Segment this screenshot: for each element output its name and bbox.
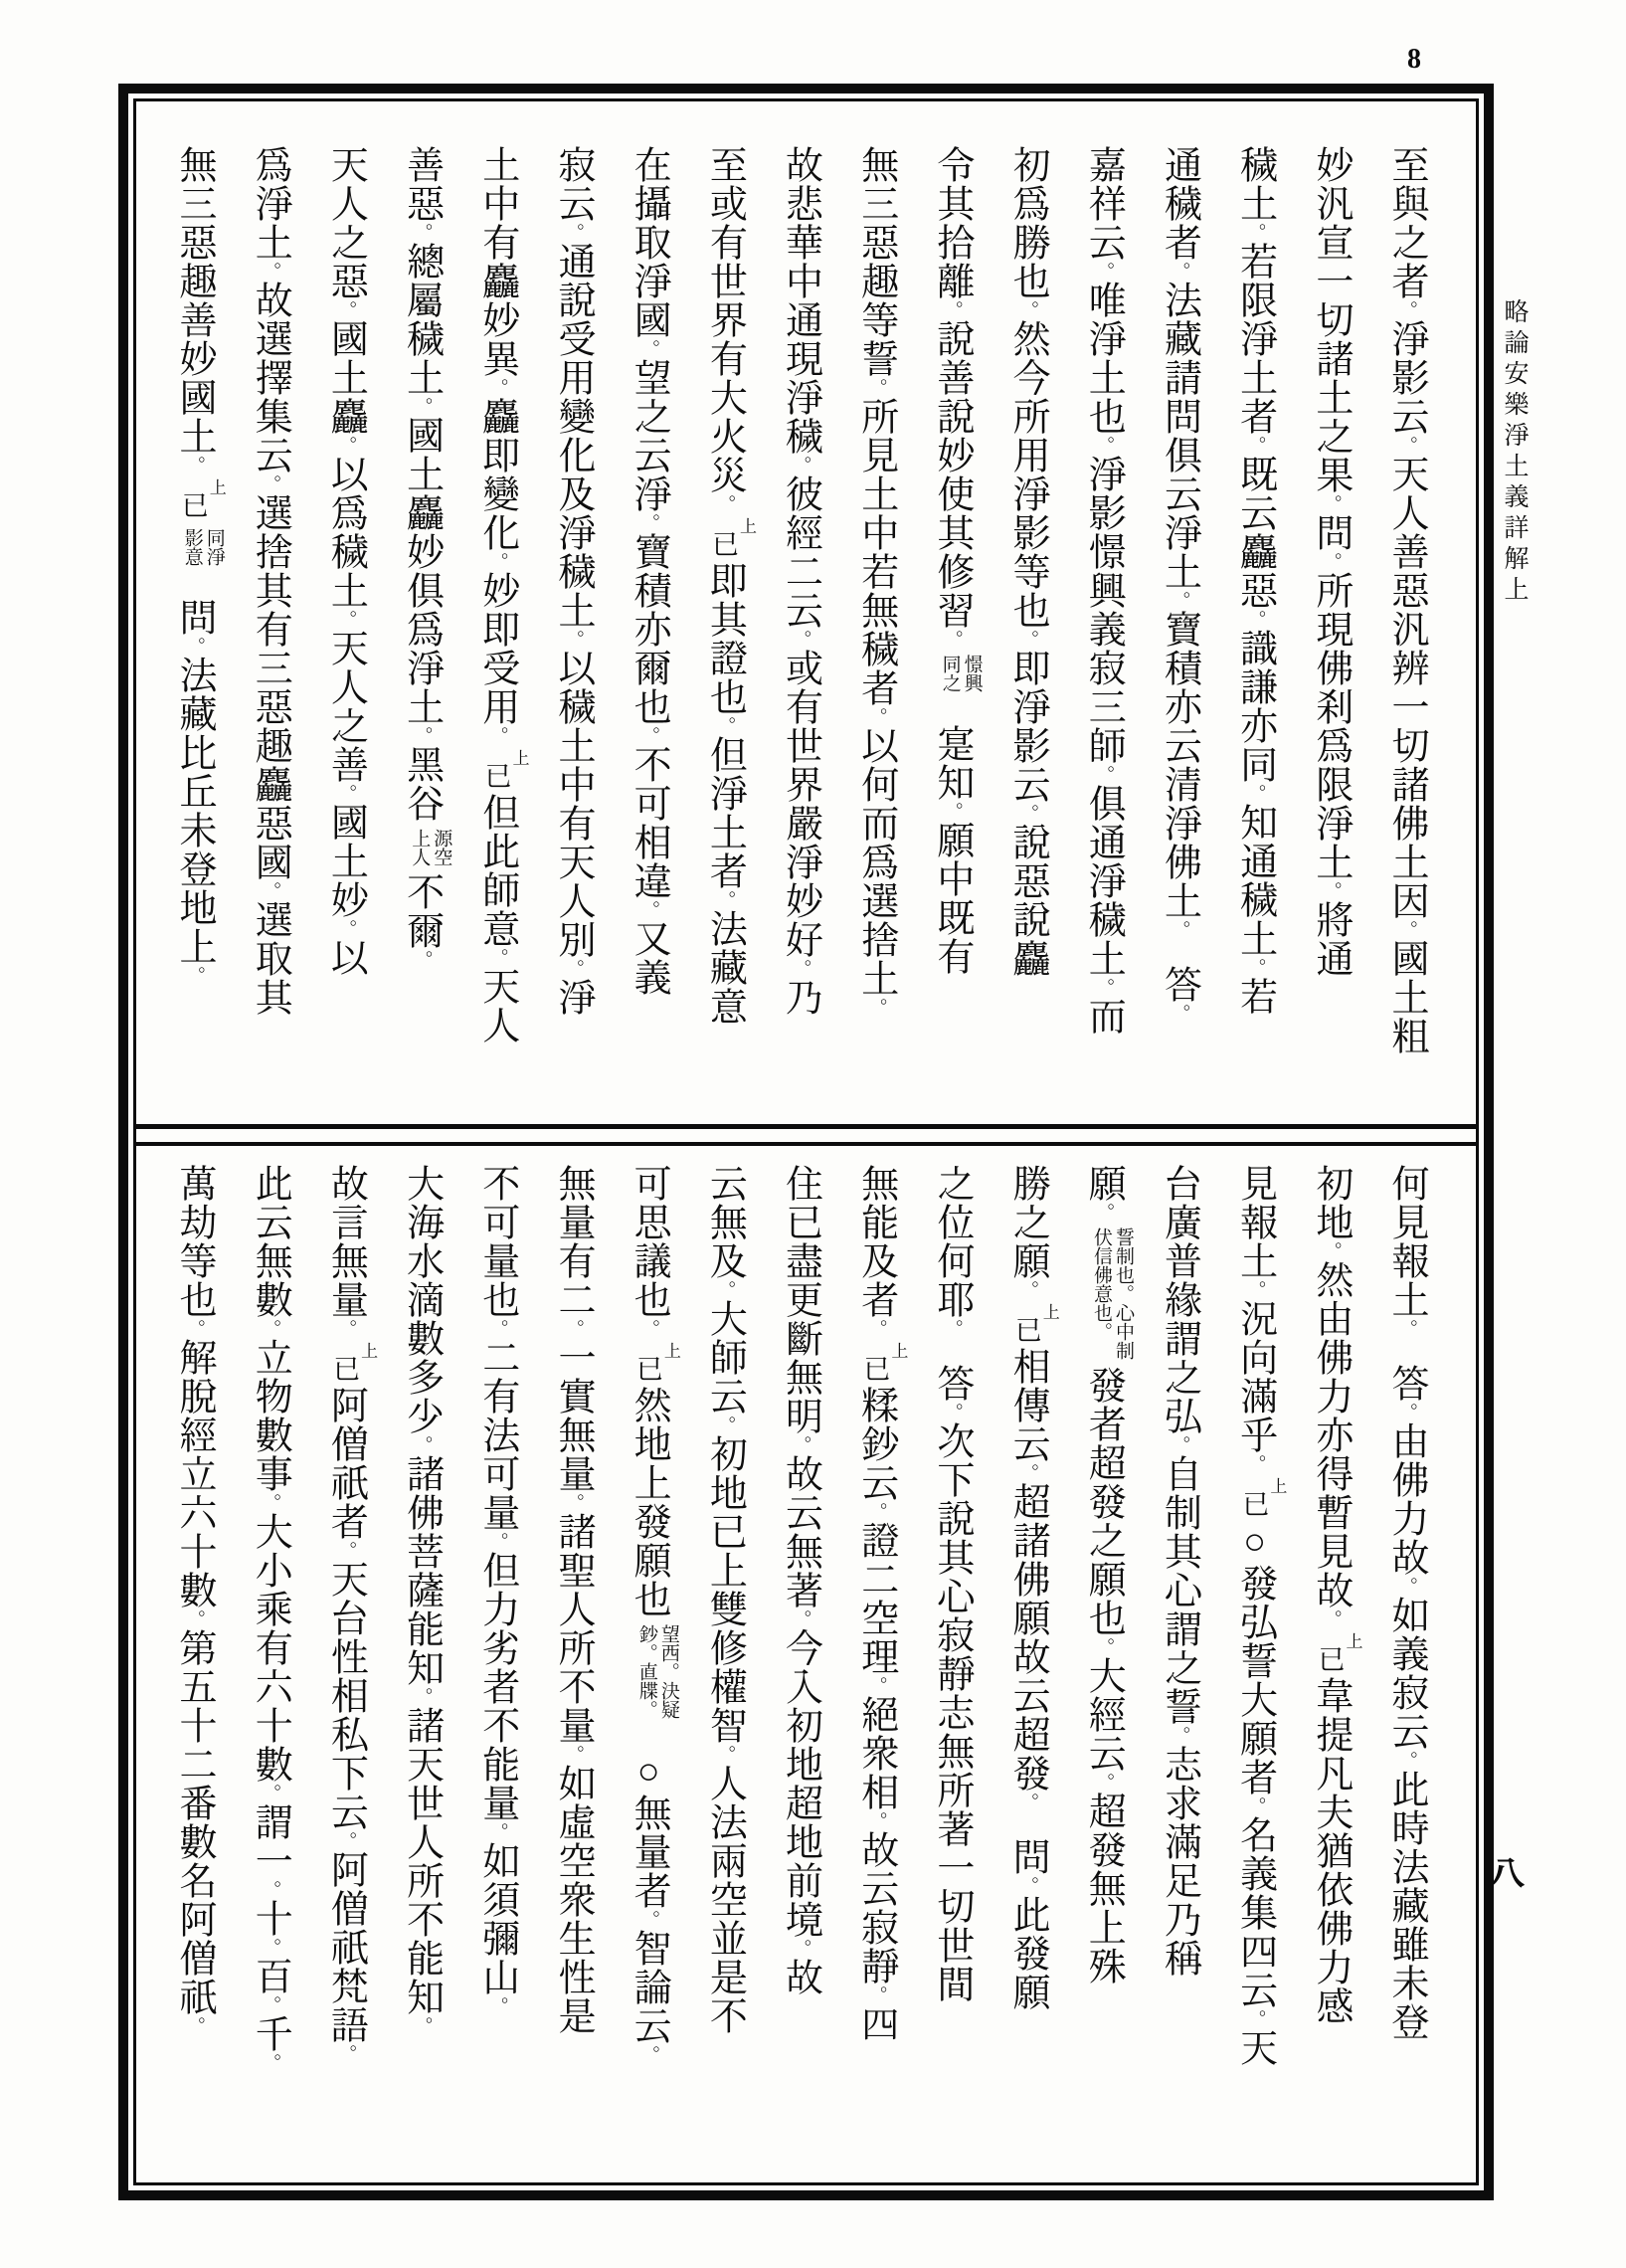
- period-mark: 。: [1396, 1751, 1417, 1770]
- period-mark: 。: [865, 1985, 887, 2004]
- period-mark: 。: [1244, 784, 1266, 803]
- register-divider-line: [136, 1142, 1477, 1146]
- quote-end-marker: 上 已: [1314, 1632, 1362, 1672]
- text-column: 無能及者。 上 已 糅鈔云。證二空理。絕衆相。故云寂靜。四: [854, 1164, 908, 2043]
- period-mark: 。: [1093, 262, 1115, 281]
- warichu-note: 同淨 影意: [181, 528, 225, 566]
- text-column: 在攝取淨國。望之云淨。寶積亦爾也。不可相違。又義: [628, 145, 670, 997]
- period-mark: 。: [941, 630, 963, 649]
- period-mark: 。: [1396, 300, 1417, 319]
- period-mark: 。: [865, 1502, 887, 1521]
- period-mark: 。: [1093, 765, 1115, 784]
- period-mark: 。: [1017, 1793, 1039, 1811]
- period-mark: 。: [1396, 1319, 1417, 1338]
- text-column: 之位何耶。答。次下說其心寂靜志無所著一切世間: [930, 1164, 973, 2003]
- period-mark: 。: [1320, 1609, 1342, 1628]
- period-mark: 。: [714, 1280, 736, 1299]
- period-mark: 。: [335, 919, 357, 938]
- period-mark: 。: [790, 1609, 812, 1628]
- period-mark: 。: [411, 726, 433, 745]
- period-mark: 。: [941, 1403, 963, 1421]
- period-mark: 。: [1093, 1637, 1115, 1656]
- period-mark: 。: [865, 998, 887, 1017]
- period-mark: 。: [1396, 1577, 1417, 1596]
- period-mark: 。: [865, 1811, 887, 1830]
- period-mark: 。: [260, 1319, 281, 1338]
- period-mark: 。: [865, 378, 887, 397]
- upper-text-register: [155, 145, 1444, 1128]
- quote-end-marker: 上 已: [632, 1342, 680, 1382]
- period-mark: 。: [1017, 630, 1039, 649]
- text-column: 台廣普緣謂之弘。自制其心謂之誓。志求滿足乃稱: [1158, 1164, 1200, 1978]
- period-mark: 。: [1320, 494, 1342, 513]
- period-mark: 。: [411, 950, 433, 969]
- period-mark: 。: [486, 378, 508, 397]
- text-column: 住已盡更斷無明。故云無著。今入初地超地前境。故: [779, 1164, 821, 1996]
- period-mark: 。: [411, 397, 433, 416]
- period-mark: 。: [638, 339, 660, 358]
- period-mark: 。: [335, 300, 357, 319]
- period-mark: 。: [1244, 1796, 1266, 1815]
- period-mark: 。: [335, 436, 357, 455]
- period-mark: 。: [1244, 436, 1266, 455]
- period-mark: 。: [790, 456, 812, 474]
- period-mark: 。: [184, 966, 205, 985]
- period-mark: 。: [1017, 804, 1039, 823]
- text-column: 萬劫等也。解脫經立六十數。第五十二番數名阿僧祇。: [173, 1164, 215, 2035]
- period-mark: 。: [638, 1910, 660, 1929]
- text-column: 此云無數。立物數事。大小乘有六十數。謂一。十。百。千。: [249, 1164, 291, 2072]
- period-mark: 。: [260, 1880, 281, 1899]
- period-mark: 。: [714, 494, 736, 513]
- period-mark: 。: [335, 1541, 357, 1560]
- period-mark: 。: [714, 716, 736, 735]
- text-column: 見報土。況向滿乎。 上 已 ○發弘誓大願者。名義集四云。天: [1233, 1164, 1287, 2067]
- period-mark: 。: [714, 1416, 736, 1434]
- period-mark: 。: [941, 802, 963, 821]
- period-mark: 。: [865, 1319, 887, 1338]
- quote-end-marker: 上 已: [1238, 1477, 1287, 1517]
- period-mark: 。: [790, 1939, 812, 1958]
- period-mark: 。: [486, 1532, 508, 1551]
- period-mark: 。: [562, 1745, 584, 1764]
- period-mark: 。: [1017, 300, 1039, 319]
- period-mark: 。: [638, 2045, 660, 2064]
- text-column: 嘉祥云。唯淨土也。淨影憬興義寂三師。俱通淨穢土。而: [1082, 145, 1125, 1036]
- period-mark: 。: [1396, 436, 1417, 455]
- period-mark: 。: [1244, 958, 1266, 977]
- period-mark: 。: [184, 456, 205, 474]
- quote-end-marker: 上 已: [1010, 1303, 1059, 1343]
- period-mark: 。: [865, 1676, 887, 1695]
- text-column: 勝之願。 上 已 相傳云。超諸佛願故云超發。問。此發願: [1006, 1164, 1059, 2011]
- period-mark: 。: [486, 726, 508, 745]
- period-mark: 。: [1169, 262, 1190, 281]
- text-column: 土中有麤妙異。麤即變化。妙即受用。 上 已 但此師意。天人: [475, 145, 529, 1044]
- text-column: 故悲華中通現淨穢。彼經二云。或有世界嚴淨妙好。乃: [779, 145, 821, 1017]
- text-column: 可思議也。 上 已 然地上發願也 望西。決疑 鈔。直牒。 ○無量者。智論云。: [628, 1164, 680, 2064]
- text-column: 無三惡趣善妙國土。 上 已 同淨 影意 問。法藏比丘未登地上。: [173, 145, 226, 985]
- period-mark: 。: [1244, 610, 1266, 629]
- quote-end-marker: 上 已: [480, 749, 529, 789]
- period-mark: 。: [335, 784, 357, 803]
- arabic-page-number: 8: [1407, 44, 1421, 75]
- warichu-note: 誓制也。心中制 伏信佛意也。: [1090, 1228, 1134, 1360]
- period-mark: 。: [411, 223, 433, 242]
- period-mark: 。: [790, 959, 812, 978]
- period-mark: 。: [1093, 1203, 1115, 1222]
- period-mark: 。: [1169, 920, 1190, 939]
- period-mark: 。: [1244, 1280, 1266, 1299]
- text-column: 至或有世界有大火災。 上 已 即其證也。但淨土者。法藏意: [703, 145, 757, 1026]
- period-mark: 。: [335, 610, 357, 629]
- text-column: 願。 誓制也。心中制 伏信佛意也。 發者超發之願也。大經云。超發無上殊: [1082, 1164, 1134, 1985]
- text-column: 通穢者。法藏請問俱云淨土。寶積亦云清淨佛土。答。: [1158, 145, 1200, 1023]
- period-mark: 。: [1320, 1241, 1342, 1260]
- period-mark: 。: [411, 1687, 433, 1706]
- period-mark: 。: [1169, 1435, 1190, 1454]
- period-mark: 。: [486, 552, 508, 571]
- period-mark: 。: [562, 1319, 584, 1338]
- quote-end-marker: 上 已: [708, 517, 757, 557]
- period-mark: 。: [184, 1609, 205, 1628]
- period-mark: 。: [714, 890, 736, 909]
- text-column: 無三惡趣等誓。所見土中若無穢者。以何而爲選捨土。: [854, 145, 897, 1017]
- period-mark: 。: [1169, 1726, 1190, 1745]
- period-mark: 。: [638, 726, 660, 745]
- period-mark: 。: [486, 1822, 508, 1841]
- period-mark: 。: [184, 2016, 205, 2035]
- period-mark: 。: [486, 1319, 508, 1338]
- text-column: 妙汎宣一切諸土之果。問。所現佛刹爲限淨土。將通: [1309, 145, 1352, 978]
- text-column: 天人之惡。國土麤。以爲穢土。天人之善。國土妙。以: [324, 145, 367, 977]
- period-mark: 。: [638, 900, 660, 919]
- text-column: 爲淨土。故選擇集云。選捨其有三惡趣麤惡國。選取其: [249, 145, 291, 1017]
- period-mark: 。: [1320, 881, 1342, 900]
- period-mark: 。: [184, 637, 205, 656]
- text-column: 初地。然由佛力亦得暫見故。 上 已 韋提凡夫猶依佛力感: [1309, 1164, 1362, 2025]
- period-mark: 。: [335, 2044, 357, 2063]
- period-mark: 。: [260, 262, 281, 281]
- period-mark: 。: [638, 1319, 660, 1338]
- period-mark: 。: [562, 1493, 584, 1512]
- period-mark: 。: [260, 881, 281, 900]
- period-mark: 。: [1244, 2009, 1266, 2028]
- period-mark: 。: [1320, 552, 1342, 571]
- period-mark: 。: [335, 1319, 357, 1338]
- period-mark: 。: [1169, 591, 1190, 610]
- period-mark: 。: [260, 1493, 281, 1512]
- period-mark: 。: [1093, 978, 1115, 997]
- text-column: 至與之者。淨影云。天人善惡汎辨一切諸佛土因。國土粗: [1385, 145, 1427, 1055]
- period-mark: 。: [1396, 920, 1417, 939]
- warichu-note: 憬興 同之: [939, 655, 983, 692]
- period-mark: 。: [1244, 223, 1266, 242]
- leaf-number: 八: [1487, 1857, 1526, 1893]
- text-column: 令其拾離。說善說妙使其修習。 憬興 同之 寔知。願中既有: [930, 145, 983, 976]
- quote-end-marker: 上 已: [859, 1342, 908, 1382]
- period-mark: 。: [638, 513, 660, 532]
- text-column: 云無及。大師云。初地已上雙修權智。人法兩空並是不: [703, 1164, 746, 2035]
- lower-text-register: [155, 1164, 1444, 2171]
- period-mark: 。: [260, 1995, 281, 2014]
- text-column: 無量有二。一實無量。諸聖人所不量。如虛空衆生性是: [551, 1164, 594, 2035]
- period-mark: 。: [335, 1831, 357, 1850]
- period-mark: 。: [411, 2016, 433, 2035]
- period-mark: 。: [260, 1784, 281, 1802]
- text-column: 不可量也。二有法可量。但力劣者不能量。如須彌山。: [475, 1164, 518, 2015]
- warichu-note: 源空 上人: [409, 829, 452, 866]
- period-mark: 。: [714, 1745, 736, 1764]
- period-mark: 。: [411, 1435, 433, 1454]
- quote-end-marker: 上 已: [177, 478, 226, 518]
- text-column: 故言無量。 上 已 阿僧祇者。天台性相私下云。阿僧祇梵語。: [324, 1164, 378, 2063]
- period-mark: 。: [184, 1319, 205, 1338]
- period-mark: 。: [1017, 1463, 1039, 1482]
- text-column: 穢土。若限淨土者。既云麤惡。識謙亦同。知通穢土。若: [1233, 145, 1276, 1016]
- period-mark: 。: [1244, 1454, 1266, 1473]
- period-mark: 。: [941, 300, 963, 319]
- period-mark: 。: [790, 1435, 812, 1454]
- period-mark: 。: [562, 630, 584, 649]
- period-mark: 。: [260, 2053, 281, 2072]
- period-mark: 。: [941, 1319, 963, 1338]
- period-mark: 。: [1017, 1280, 1039, 1299]
- period-mark: 。: [486, 948, 508, 967]
- period-mark: 。: [865, 707, 887, 726]
- warichu-note: 望西。決疑 鈔。直牒。: [635, 1624, 679, 1719]
- period-mark: 。: [260, 1938, 281, 1957]
- period-mark: 。: [1396, 1403, 1417, 1421]
- running-title: 略論安樂淨土義詳解上: [1501, 298, 1528, 607]
- period-mark: 。: [1093, 436, 1115, 455]
- quote-end-marker: 上 已: [329, 1342, 378, 1382]
- period-mark: 。: [1017, 1876, 1039, 1895]
- period-mark: 。: [562, 959, 584, 978]
- period-mark: 。: [260, 474, 281, 493]
- text-column: 寂云。通說受用變化及淨穢土。以穢土中有天人別。淨: [551, 145, 594, 1017]
- period-mark: 。: [790, 630, 812, 649]
- text-column: 何見報土。答。由佛力故。如義寂云。此時法藏雖未登: [1385, 1164, 1427, 2041]
- period-mark: 。: [1093, 1773, 1115, 1792]
- period-mark: 。: [486, 1996, 508, 2015]
- text-column: 善惡。總屬穢土。國土麤妙俱爲淨土。黑谷 源空 上人 不爾。: [400, 145, 452, 969]
- period-mark: 。: [1169, 1004, 1190, 1023]
- period-mark: 。: [562, 223, 584, 242]
- text-column: 初爲勝也。然今所用淨影等也。即淨影云。說惡說麤: [1006, 145, 1049, 978]
- text-column: 大海水滴數多少。諸佛菩薩能知。諸天世人所不能知。: [400, 1164, 443, 2035]
